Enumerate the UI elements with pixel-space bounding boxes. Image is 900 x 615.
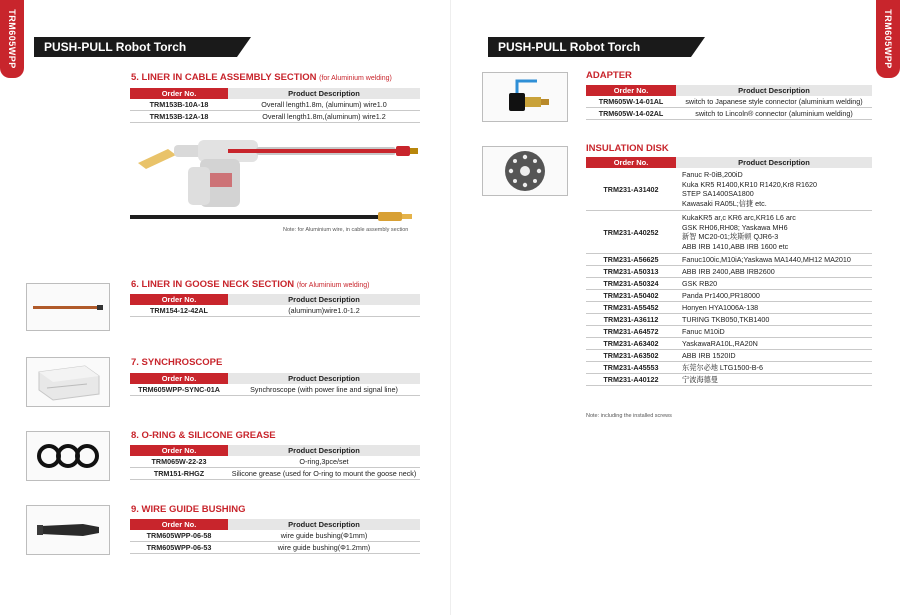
product-description xyxy=(676,168,872,211)
footnote-liner-cable: Note: for Aluminium wire, in cable assembly section xyxy=(283,227,409,233)
description-line: Panda Pr1400,PR18000 xyxy=(682,290,760,300)
table-liner-goose: Order No. Product Description TRM154-12-42AL (aluminum)wire1.0-1.2 xyxy=(130,294,420,317)
description-line: YaskawaRA10L,RA20N xyxy=(682,338,758,348)
product-description xyxy=(676,326,872,338)
table-oring: Order No. Product Description TRM065W-22-23 O-ring,3pce/set TRM151-RHGZ Silicone grease (used for O-ring to mount the goose neck) xyxy=(130,445,420,480)
product-description xyxy=(676,350,872,362)
product-description xyxy=(676,266,872,278)
side-tab-right xyxy=(876,0,900,78)
description-line: Kuka KR5 R1400,KR10 R1420,Kr8 R1620 xyxy=(682,179,818,189)
description-line: TURING TKB050,TKB1400 xyxy=(682,314,770,324)
product-description xyxy=(676,302,872,314)
description-line: STEP SA1400SA1800 xyxy=(682,189,754,198)
insulation-disk-image xyxy=(483,147,567,195)
table-row xyxy=(586,211,872,254)
order-code: TRM231-A31402 xyxy=(586,168,676,211)
description-line: ABB IRB 1410,ABB IRB 1600 etc xyxy=(682,241,789,251)
table-row: TRM605WPP-06-58 wire guide bushing(Φ1mm) xyxy=(130,530,420,542)
description-line: ABB IRB 1520ID xyxy=(682,350,736,360)
table-row xyxy=(586,314,872,326)
product-description xyxy=(676,338,872,350)
table-synchroscope: Order No. Product Description TRM605WPP-SYNC-01A Synchroscope (with power line and signal line) xyxy=(130,373,420,396)
page-divider xyxy=(450,0,451,615)
header-desc: Product Description xyxy=(228,88,420,99)
table-insulation: Order No. Product Description TRM231-A31402 Fanuc R-0iB,200iD Kuka KR5 R1400,KR10 R1420,Kr8 R1620 STEP SA1400SA1800 Kawasaki RA05L;信捷 etc. TRM231-A40252 KukaKR5 ar,c KR6 arc,KR16 L6 arc GSK RH06,RH08; Yaskawa MH6 新智 MC20-01;埃斯顿 QJR6-3 ABB IRB 1410,ABB IRB 1600 etc TRM231-A56625 Fanuc100ic,M10iA;Yaskawa MA1440,MH12 MA2010 TRM231-A50313 ABB IRB 2400,ABB IRB2600 TRM231-A50324 GSK RB20 TRM231-A50402 Panda Pr1400,PR18000 TRM231-A55452 Honyen HYA1006A-138 TRM231-A36112 TURING TKB050,TKB1400 TRM231-A64572 Fanuc M10iD TRM231-A63402 YaskawaRA10L,RA20N TRM231-A63502 ABB IRB 1520ID TRM231-A45553 东莞尔必地 LTG1500-B-6 TRM231-A40122 宁波海德曼 xyxy=(586,157,872,386)
description-line: 东莞尔必地 LTG1500-B-6 xyxy=(682,362,763,372)
table-row: TRM154-12-42AL (aluminum)wire1.0-1.2 xyxy=(130,305,420,317)
thumb-goose-liner xyxy=(26,283,110,331)
table-row xyxy=(586,374,872,386)
description-line: Fanuc M10iD xyxy=(682,326,725,336)
table-row: TRM151-RHGZ Silicone grease (used for O-ring to mount the goose neck) xyxy=(130,468,420,480)
description-line: Kawasaki RA05L;信捷 etc. xyxy=(682,198,767,208)
description-line: GSK RH06,RH08; Yaskawa MH6 xyxy=(682,222,788,232)
table-row: TRM605WPP-SYNC-01A Synchroscope (with power line and signal line) xyxy=(130,384,420,396)
synchroscope-image xyxy=(27,358,109,406)
order-code: TRM231-A45553 xyxy=(586,362,676,374)
table-row: TRM605W-14-01AL switch to Japanese style connector (aluminium welding) xyxy=(586,96,872,108)
section-title-insulation: INSULATION DISK xyxy=(586,143,669,154)
goose-liner-image xyxy=(27,284,109,330)
table-adapter: Order No. Product Description TRM605W-14-01AL switch to Japanese style connector (aluminium welding) TRM605W-14-02AL switch to Lincoln® connector (aluminium welding) xyxy=(586,85,872,120)
thumb-insulation-disk xyxy=(482,146,568,196)
table-row: TRM605WPP-06-53 wire guide bushing(Φ1.2mm) xyxy=(130,542,420,554)
product-description xyxy=(676,362,872,374)
thumb-bushing xyxy=(26,505,110,555)
bushing-image xyxy=(27,506,109,554)
order-code: TRM231-A63402 xyxy=(586,338,676,350)
order-code: TRM231-A40252 xyxy=(586,211,676,254)
table-row xyxy=(586,290,872,302)
footnote-insulation: Note: including the installed screws xyxy=(586,413,672,419)
table-row xyxy=(586,266,872,278)
torch-liner-illustration xyxy=(128,135,428,225)
order-code: TRM231-A36112 xyxy=(586,314,676,326)
thumb-adapter xyxy=(482,72,568,122)
section-title-liner-goose: 6. LINER IN GOOSE NECK SECTION (for Aluminium welding) xyxy=(131,279,370,290)
order-code: TRM231-A56625 xyxy=(586,254,676,266)
table-row xyxy=(586,254,872,266)
table-row xyxy=(586,302,872,314)
product-description xyxy=(676,314,872,326)
order-code: TRM231-A50324 xyxy=(586,278,676,290)
header-order: Order No. xyxy=(130,88,228,99)
table-row xyxy=(586,362,872,374)
table-row xyxy=(586,326,872,338)
product-description xyxy=(676,290,872,302)
table-liner-cable xyxy=(130,88,420,123)
order-code: TRM231-A63502 xyxy=(586,350,676,362)
table-row: TRM153B-10A-18 Overall length1.8m, (aluminum) wire1.0 xyxy=(130,99,420,111)
order-code: TRM231-A64572 xyxy=(586,326,676,338)
description-line: 宁波海德曼 xyxy=(682,374,718,384)
description-line: 新智 MC20-01;埃斯顿 QJR6-3 xyxy=(682,232,779,241)
thumb-synchroscope xyxy=(26,357,110,407)
thumb-oring xyxy=(26,431,110,481)
page-banner-right: PUSH-PULL Robot Torch xyxy=(488,37,691,57)
table-row: TRM153B-12A-18 Overall length1.8m,(aluminum) wire1.2 xyxy=(130,111,420,123)
order-code: TRM231-A55452 xyxy=(586,302,676,314)
section-title-synchroscope: 7. SYNCHROSCOPE xyxy=(131,357,223,368)
product-description xyxy=(676,211,872,254)
description-line: KukaKR5 ar,c KR6 arc,KR16 L6 arc xyxy=(682,213,796,222)
table-row: TRM605W-14-02AL switch to Lincoln® connector (aluminium welding) xyxy=(586,108,872,120)
description-line: ABB IRB 2400,ABB IRB2600 xyxy=(682,266,775,276)
table-row xyxy=(586,278,872,290)
insulation-table-body xyxy=(586,168,872,386)
product-description xyxy=(676,254,872,266)
section-title-bushing: 9. WIRE GUIDE BUSHING xyxy=(131,504,246,515)
table-row: TRM065W-22-23 O-ring,3pce/set xyxy=(130,456,420,468)
side-tab-left xyxy=(0,0,24,78)
product-description xyxy=(676,278,872,290)
order-code: TRM231-A50313 xyxy=(586,266,676,278)
section-title-adapter: ADAPTER xyxy=(586,70,632,81)
side-tab-text: TRM605WPP xyxy=(883,9,893,69)
section-title-liner-cable: 5. LINER IN CABLE ASSEMBLY SECTION (for Aluminium welding) xyxy=(131,72,392,83)
side-tab-text: TRM605WPP xyxy=(7,9,17,69)
adapter-image xyxy=(483,73,567,121)
description-line: Fanuc100ic,M10iA;Yaskawa MA1440,MH12 MA2010 xyxy=(682,254,851,264)
page-banner-left: PUSH-PULL Robot Torch xyxy=(34,37,237,57)
table-bushing: Order No. Product Description TRM605WPP-06-58 wire guide bushing(Φ1mm) TRM605WPP-06-53 wire guide bushing(Φ1.2mm) xyxy=(130,519,420,554)
order-code: TRM231-A40122 xyxy=(586,374,676,386)
description-line: Honyen HYA1006A-138 xyxy=(682,302,759,312)
table-row xyxy=(586,168,872,211)
description-line: GSK RB20 xyxy=(682,278,718,288)
oring-image xyxy=(27,432,109,480)
product-description xyxy=(676,374,872,386)
section-title-oring: 8. O-RING & SILICONE GREASE xyxy=(131,430,276,441)
table-row xyxy=(586,350,872,362)
table-row xyxy=(586,338,872,350)
order-code: TRM231-A50402 xyxy=(586,290,676,302)
description-line: Fanuc R-0iB,200iD xyxy=(682,170,743,179)
